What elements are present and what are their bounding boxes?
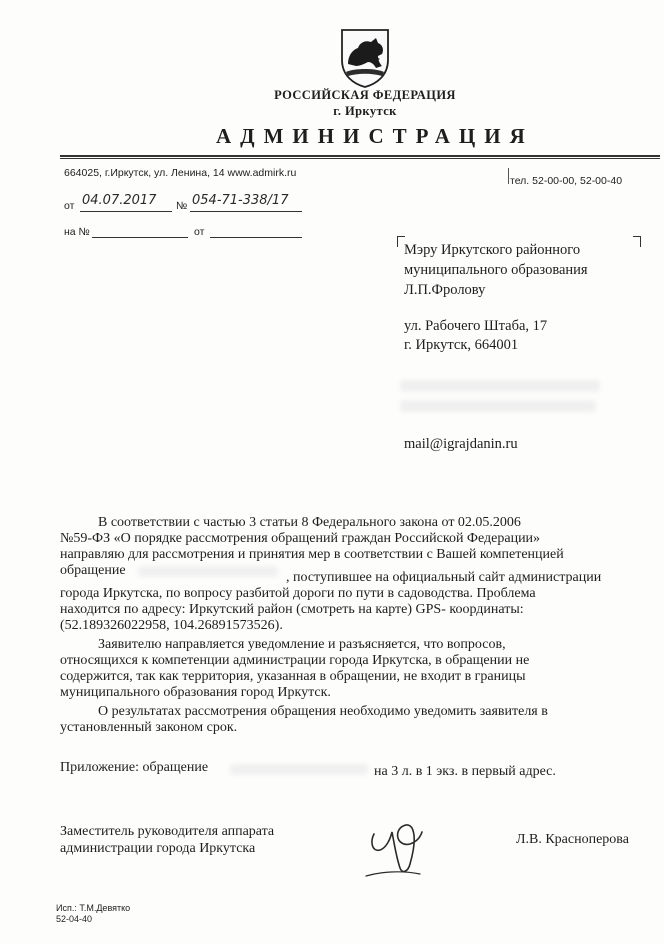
org-title: АДМИНИСТРАЦИЯ: [216, 124, 534, 148]
phone-tick: [508, 168, 509, 184]
recipient-corner-right: [633, 236, 641, 247]
body-p3-line1: О результатах рассмотрения обращения необходимо уведомить заявителя в: [98, 704, 548, 719]
reg-num-label: №: [176, 200, 188, 212]
org-address: 664025, г.Иркутск, ул. Ленина, 14 www.admirk.ru: [64, 167, 297, 179]
reg-on-line: [92, 237, 188, 238]
attachment-tail: на 3 л. в 1 экз. в первый адрес.: [374, 764, 556, 779]
recipient-line3: Л.П.Фролову: [404, 282, 486, 298]
redacted-attachment: [230, 764, 368, 775]
header-rule: [60, 155, 660, 157]
reg-on-label: на №: [64, 226, 90, 238]
coat-of-arms-icon: [338, 28, 392, 88]
header-rule-thin: [60, 158, 660, 159]
body-p1-line5: города Иркутска, по вопросу разбитой дороги по пути в садоводства. Проблема: [60, 586, 536, 601]
body-p1-line6: находится по адресу: Иркутский район (смотреть на карте) GPS- координаты:: [60, 602, 524, 617]
redacted-address: [400, 400, 596, 412]
body-p1-line4b: , поступившее на официальный сайт администрации: [286, 570, 602, 585]
signature: [360, 812, 430, 884]
recipient-line1: Мэру Иркутского районного: [404, 242, 581, 258]
body-p1-line1: В соответствии с частью 3 статьи 8 Федерального закона от 02.05.2006: [98, 515, 521, 530]
redacted-name: [400, 380, 600, 392]
body-p1-line3: направляю для рассмотрения и принятия мер в соответствии с Вашей компетенцией: [60, 547, 564, 562]
body-p1-line4a: обращение: [60, 563, 126, 578]
signer-title-line1: Заместитель руководителя аппарата: [60, 824, 275, 839]
reg-date: 04.07.2017: [82, 193, 157, 208]
recipient-line2: муниципального образования: [404, 262, 588, 278]
recipient-city: г. Иркутск, 664001: [404, 337, 519, 353]
executor-phone: 52-04-40: [56, 914, 93, 924]
body-p3-line2: установленный законом срок.: [60, 720, 238, 735]
reg-date-line: [80, 211, 172, 212]
org-phone: тел. 52-00-00, 52-00-40: [510, 175, 623, 187]
city-name: г. Иркутск: [333, 104, 397, 118]
recipient-email: mail@igrajdanin.ru: [404, 436, 518, 452]
reg-from-label: от: [64, 200, 75, 212]
body-p2-line4: муниципального образования город Иркутск.: [60, 685, 331, 700]
body-p1-line7: (52.189326022958, 104.26891573526).: [60, 618, 283, 633]
body-p2-line2: относящихся к компетенции администрации города Иркутска, в обращении не: [60, 653, 530, 668]
recipient-street: ул. Рабочего Штаба, 17: [404, 318, 548, 334]
signer-name: Л.В. Красноперова: [516, 832, 629, 847]
body-p2-line3: содержится, так как территория, указанная в обращении, не входит в границы: [60, 669, 526, 684]
redacted-applicant: [138, 566, 278, 577]
reg-number-line: [190, 211, 302, 212]
body-p1-line2: №59-ФЗ «О порядке рассмотрения обращений граждан Российской Федерации»: [60, 531, 541, 546]
body-p2-line1: Заявителю направляется уведомление и разъясняется, что вопросов,: [98, 637, 506, 652]
signer-title-line2: администрации города Иркутска: [60, 841, 256, 856]
reg-from2-label: от: [194, 226, 205, 238]
reg-from2-line: [210, 237, 302, 238]
country-name: РОССИЙСКАЯ ФЕДЕРАЦИЯ: [274, 88, 456, 102]
reg-number: 054-71-338/17: [192, 193, 289, 208]
attachment-label: Приложение: обращение: [60, 760, 209, 775]
executor-name: Исп.: Т.М.Девятко: [56, 903, 131, 913]
